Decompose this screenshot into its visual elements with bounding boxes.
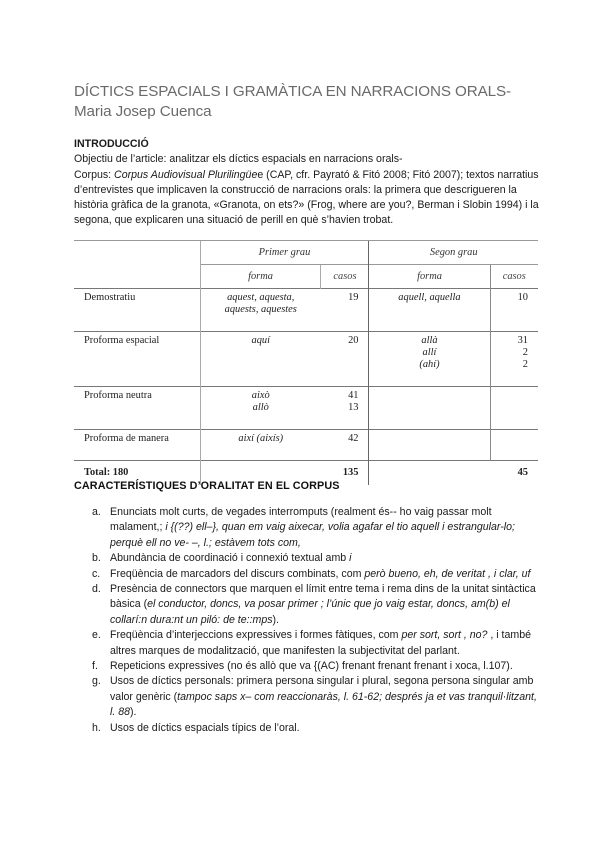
primer-casos	[321, 430, 369, 461]
row-label: Proforma espacial	[74, 332, 200, 387]
orality-features-list	[92, 505, 542, 736]
primer-casos-line: 20	[348, 335, 359, 346]
primer-forma-line: aquests, aquestes	[224, 304, 297, 315]
primer-forma-line: allò	[252, 402, 269, 413]
list-item	[92, 721, 542, 736]
list-marker: e.	[92, 629, 101, 642]
example-text: i {(??) ell–}, quan em vaig aixecar, volia agafar el tio aquell i estrangular-lo; perquè ell no ve- –, l.; estàvem tots com,	[110, 521, 515, 549]
primer-forma-line: aquest, aquesta,	[227, 292, 295, 303]
introduction-section	[74, 137, 544, 229]
list-marker: c.	[92, 567, 101, 580]
primer-forma	[200, 332, 321, 387]
author-line: Maria Josep Cuenca	[74, 103, 212, 120]
intro-corpus	[74, 168, 544, 229]
list-marker: h.	[92, 721, 101, 734]
table-row	[74, 387, 538, 430]
primer-forma-line: això	[251, 390, 270, 401]
total-segon-value: 45	[517, 467, 528, 478]
row-label: Demostratiu	[74, 289, 200, 332]
segon-forma	[369, 332, 490, 387]
example-text: per sort, sort , no?	[401, 629, 488, 642]
total-segon	[369, 461, 538, 486]
item-text: ).	[272, 613, 280, 626]
segon-forma-line: (ahí)	[419, 359, 440, 370]
example-text: i	[349, 552, 352, 565]
header-segon-grau: Segon grau	[369, 241, 538, 265]
header-forma-2: forma	[369, 265, 490, 289]
list-item	[92, 628, 542, 659]
item-text: ).	[130, 706, 137, 719]
segon-casos	[490, 387, 538, 430]
list-marker: a.	[92, 506, 101, 518]
primer-casos	[321, 332, 369, 387]
segon-casos	[490, 289, 538, 332]
example-text: però bueno, eh, de veritat , i clar, uf	[364, 567, 531, 580]
primer-casos-line: 42	[348, 433, 359, 444]
row-label: Proforma neutra	[74, 387, 200, 430]
example-text: tampoc saps x– com reaccionaràs, l. 61-62; després ja et vas tranquil·litzant, l. 88	[110, 690, 537, 719]
header-empty	[74, 241, 200, 265]
primer-casos-line: 41	[348, 390, 359, 401]
item-text: Usos de díctics espacials típics de l’oral.	[110, 721, 300, 734]
segon-casos-line: 2	[522, 347, 528, 358]
table-sub-header-row	[74, 265, 538, 289]
corpus-label: Corpus:	[74, 168, 112, 181]
row-label: Proforma de manera	[74, 430, 200, 461]
list-item	[92, 659, 542, 674]
list-item	[92, 582, 542, 628]
table-group-header-row	[74, 241, 538, 265]
header-forma-1: forma	[200, 265, 321, 289]
intro-heading: INTRODUCCIÓ	[74, 138, 149, 150]
item-text: Repeticions expressives (no és allò que va {(AC) frenant frenant frenant i xoca, l.107).	[110, 660, 513, 673]
corpus-text: e (CAP, cfr. Payrató & Fitó 2008; Fitó 2007); textos narratius d’entrevistes que implicaven la construcció de narracions orals: la primera que descrigueren la història gràfica de la granota, «Granota, on ets?» (Frog, where are you?, Berman i Slobin 1994) i la segona, que explicaren una situació de perill en què s’havien trobat.	[74, 168, 539, 227]
list-item	[92, 505, 542, 551]
table-row	[74, 332, 538, 387]
primer-forma	[200, 430, 321, 461]
header-casos-1: casos	[321, 265, 369, 289]
total-primer-value: 135	[342, 467, 359, 478]
list-item	[92, 551, 542, 566]
list-marker: f.	[92, 660, 98, 673]
segon-forma	[369, 289, 490, 332]
list-item	[92, 674, 542, 720]
total-label: Total: 180	[74, 461, 200, 486]
segon-forma	[369, 430, 490, 461]
segon-forma	[369, 387, 490, 430]
primer-forma	[200, 289, 321, 332]
segon-forma-line: aquell, aquella	[398, 292, 461, 303]
list-marker: b.	[92, 552, 101, 565]
section-heading-orality: CARACTERÍSTIQUES D’ORALITAT EN EL CORPUS	[74, 480, 340, 492]
primer-casos-line: 13	[348, 402, 359, 413]
corpus-name: Corpus Audiovisual Plurilingüe	[114, 168, 258, 181]
item-text: Usos de díctics personals: primera persona singular i plural, segona persona singular amb valor genèric (	[110, 675, 534, 703]
item-text: Abundància de coordinació i connexió textual amb	[110, 552, 350, 565]
primer-casos	[321, 387, 369, 430]
deictics-table	[74, 240, 538, 485]
segon-forma-line: allí	[422, 347, 437, 358]
primer-forma-line: aquí	[251, 335, 270, 346]
item-text: Freqüència de marcadors del discurs combinats, com	[110, 567, 365, 580]
primer-forma-line: així (aixís)	[238, 433, 284, 444]
item-text: , i també altres marques de modalització, que manifesten la subjectivitat del parlant.	[110, 629, 531, 657]
segon-casos-line: 2	[522, 359, 528, 370]
example-text: el conductor, doncs, va posar primer ; l’únic que jo vaig estar, doncs, am(b) el collarí:n dura:nt un piló: de te::mps	[110, 598, 510, 626]
list-marker: g.	[92, 675, 101, 688]
table-row	[74, 430, 538, 461]
segon-casos-line: 31	[517, 335, 528, 346]
item-text: Enunciats molt curts, de vegades interromputs (realment és-- ho vaig passar molt malament,;	[110, 506, 492, 534]
segon-forma-line: allà	[421, 335, 438, 346]
primer-casos-line: 19	[348, 292, 359, 303]
primer-casos	[321, 289, 369, 332]
table-row	[74, 289, 538, 332]
header-primer-grau: Primer grau	[200, 241, 369, 265]
intro-objective: Objectiu de l’article: analitzar els díctics espacials en narracions orals-	[74, 153, 403, 166]
list-item	[92, 567, 542, 582]
list-marker: d.	[92, 583, 101, 596]
title-line: DÍCTICS ESPACIALS I GRAMÀTICA EN NARRACIONS ORALS-	[74, 83, 511, 100]
item-text: Freqüència d’interjeccions expressives i formes fàtiques, com	[110, 629, 402, 642]
item-text: Presència de connectors que marquen el límit entre tema i rema dins de la unitat sintàctica bàsica (	[110, 583, 536, 611]
segon-casos-line: 10	[517, 292, 528, 303]
header-casos-2: casos	[490, 265, 538, 289]
document-title	[74, 82, 544, 122]
segon-casos	[490, 332, 538, 387]
primer-forma	[200, 387, 321, 430]
header-empty	[74, 265, 200, 289]
segon-casos	[490, 430, 538, 461]
